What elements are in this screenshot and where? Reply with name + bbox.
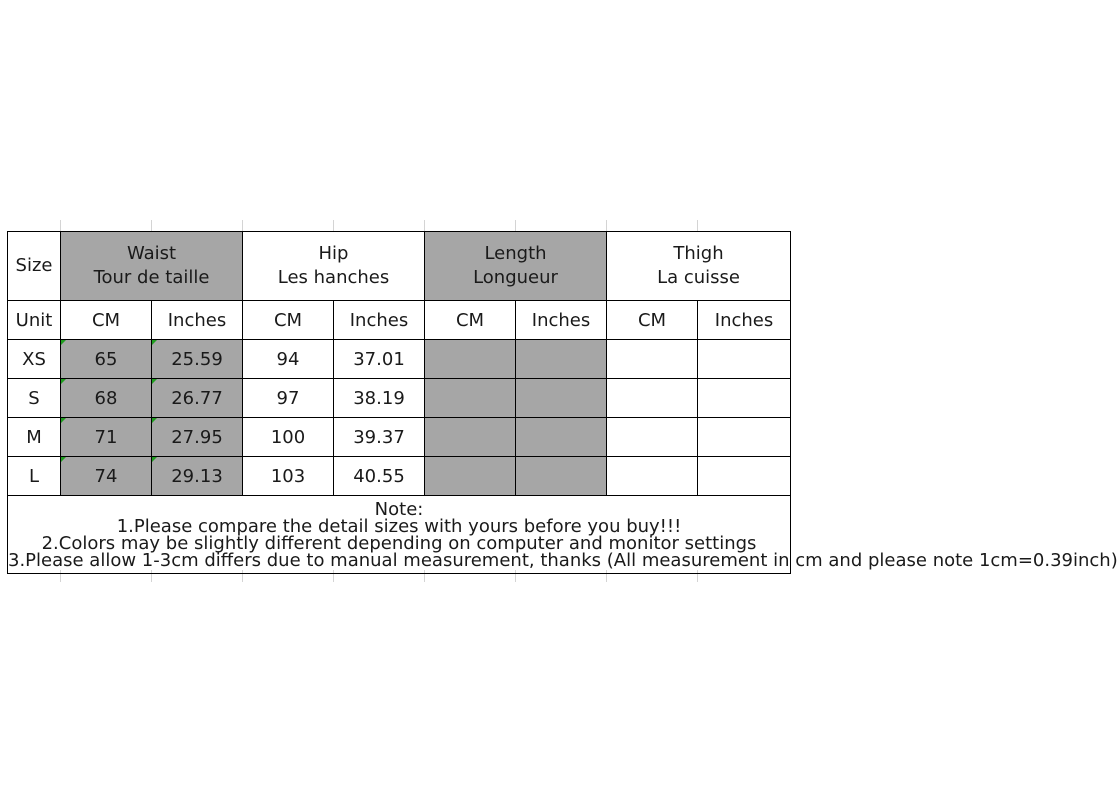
unit-cell: CM	[243, 301, 334, 340]
unit-cell: Inches	[698, 301, 791, 340]
thigh-cm-cell	[607, 457, 698, 496]
waist-cm-cell: 68	[61, 379, 152, 418]
thigh-header-fr: La cuisse	[657, 267, 740, 288]
table-row	[8, 340, 791, 379]
size-cell: S	[8, 379, 61, 418]
waist-header	[61, 232, 243, 301]
thigh-inches-cell	[698, 418, 791, 457]
length-header	[425, 232, 607, 301]
size-chart-table	[7, 231, 1118, 574]
length-inches-cell	[516, 457, 607, 496]
unit-cell: Inches	[334, 301, 425, 340]
thigh-inches-cell	[698, 340, 791, 379]
notes-cell	[8, 496, 1118, 574]
length-cm-cell	[425, 418, 516, 457]
thigh-header-en: Thigh	[673, 243, 724, 264]
thigh-cm-cell	[607, 379, 698, 418]
waist-cm-cell: 71	[61, 418, 152, 457]
length-cm-cell	[425, 340, 516, 379]
thigh-cm-cell	[607, 418, 698, 457]
unit-cell: CM	[607, 301, 698, 340]
thigh-inches-cell	[698, 457, 791, 496]
hip-cm-cell: 100	[243, 418, 334, 457]
thigh-cm-cell	[607, 340, 698, 379]
length-cm-cell	[425, 379, 516, 418]
unit-cell: CM	[61, 301, 152, 340]
length-header-en: Length	[484, 243, 547, 264]
unit-cell: Inches	[152, 301, 243, 340]
length-inches-cell	[516, 379, 607, 418]
unit-cell: Inches	[516, 301, 607, 340]
waist-inches-cell: 29.13	[152, 457, 243, 496]
thigh-inches-cell	[698, 379, 791, 418]
hip-inches-cell: 38.19	[334, 379, 425, 418]
hip-inches-cell: 39.37	[334, 418, 425, 457]
length-inches-cell	[516, 340, 607, 379]
waist-header-fr: Tour de taille	[93, 267, 210, 288]
hip-header-en: Hip	[318, 243, 349, 264]
hip-cm-cell: 94	[243, 340, 334, 379]
table-row	[8, 457, 791, 496]
table-row	[8, 418, 791, 457]
waist-inches-cell: 25.59	[152, 340, 243, 379]
hip-inches-cell: 40.55	[334, 457, 425, 496]
waist-cm-cell: 65	[61, 340, 152, 379]
unit-row	[8, 301, 791, 340]
hip-inches-cell: 37.01	[334, 340, 425, 379]
hip-cm-cell: 97	[243, 379, 334, 418]
header-row	[8, 232, 791, 301]
note-line: 2.Colors may be slightly different depending on computer and monitor settings	[41, 532, 757, 554]
hip-header	[243, 232, 425, 301]
length-cm-cell	[425, 457, 516, 496]
size-cell: M	[8, 418, 61, 457]
note-line: 1.Please compare the detail sizes with yours before you buy!!!	[116, 515, 682, 537]
waist-header-en: Waist	[126, 243, 177, 264]
table-row	[8, 379, 791, 418]
hip-header-fr: Les hanches	[277, 267, 390, 288]
size-cell: XS	[8, 340, 61, 379]
waist-cm-cell: 74	[61, 457, 152, 496]
notes-row	[8, 496, 791, 574]
size-cell: L	[8, 457, 61, 496]
unit-cell: CM	[425, 301, 516, 340]
note-line: 3.Please allow 1-3cm differs due to manual measurement, thanks (All measurement in cm and please note 1cm=0.39inch)	[8, 549, 1118, 571]
size-header: Size	[8, 232, 61, 301]
length-header-fr: Longueur	[473, 267, 558, 288]
notes-title: Note:	[374, 498, 424, 520]
length-inches-cell	[516, 418, 607, 457]
thigh-header	[607, 232, 791, 301]
unit-label: Unit	[8, 301, 61, 340]
hip-cm-cell: 103	[243, 457, 334, 496]
waist-inches-cell: 27.95	[152, 418, 243, 457]
waist-inches-cell: 26.77	[152, 379, 243, 418]
